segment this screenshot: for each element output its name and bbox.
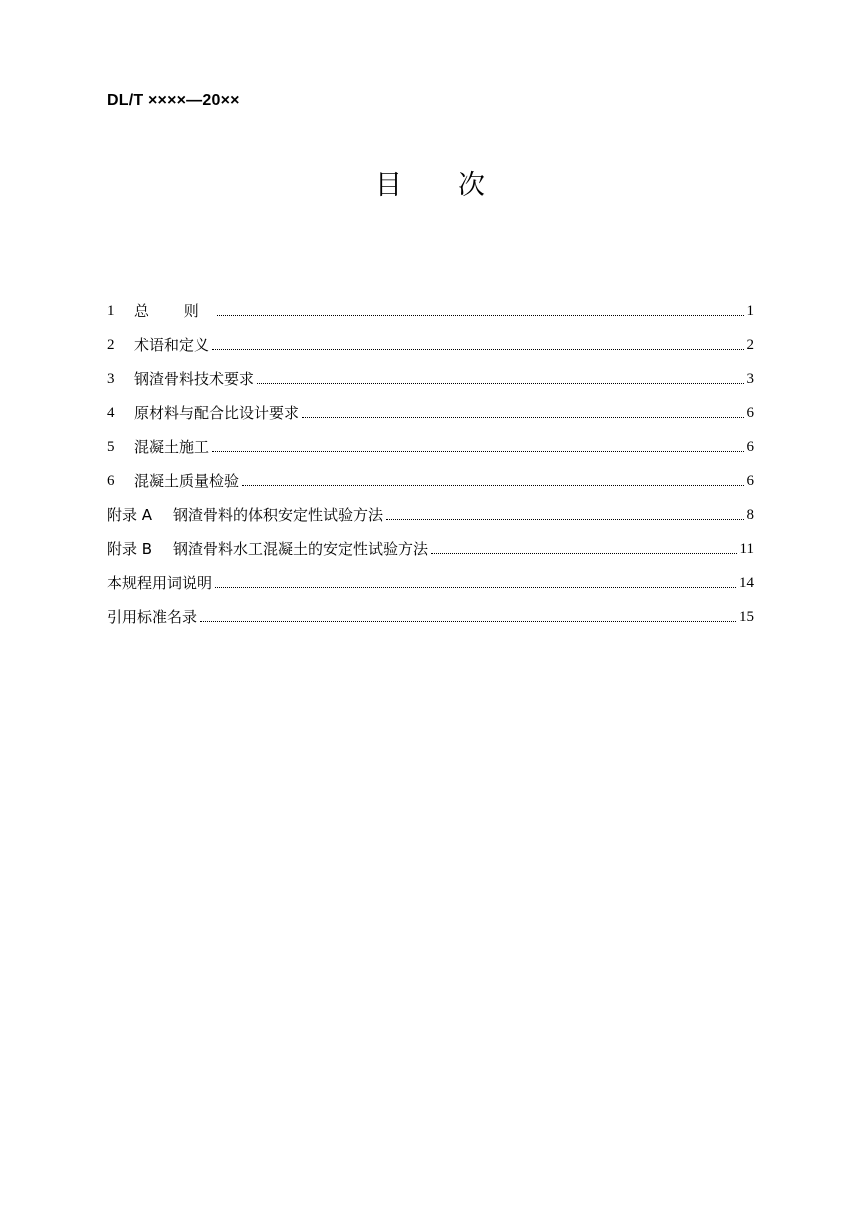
toc-entry-page: 2 [746,337,754,353]
toc-entry-number: 3 [107,371,115,387]
toc-entry-number: 6 [107,473,115,489]
toc-entry-terminology[interactable] [107,559,754,593]
toc-entry-page: 6 [746,473,754,489]
toc-entry-number: 5 [107,439,115,455]
toc-entry-title: 混凝土质量检验 [134,472,240,490]
toc-entry-3[interactable] [107,355,754,389]
toc-entry-title: 引用标准名录 [107,608,198,626]
toc-entry-appendix-b[interactable] [107,525,754,559]
toc-entry-title: 术语和定义 [134,336,210,354]
dot-leader [242,484,743,486]
toc-entry-page: 6 [746,439,754,455]
dot-leader [217,314,744,316]
dot-leader [215,586,736,588]
dot-leader [200,620,736,622]
toc-heading-char-2: 次 [458,170,485,201]
toc-entry-number: 1 [107,303,115,319]
dot-leader [257,382,743,384]
toc-entry-appendix-a[interactable] [107,491,754,525]
toc-entry-number: 2 [107,337,115,353]
toc-entry-references[interactable] [107,593,754,627]
toc-entry-title: 总 则 [134,302,214,320]
dot-leader [386,518,743,520]
document-code: DL/T ××××—20×× [107,92,240,109]
toc-entry-title: 本规程用词说明 [107,574,213,592]
table-of-contents [107,287,754,627]
toc-entry-page: 11 [739,541,754,557]
toc-entry-number: 附录 B [107,540,153,558]
toc-entry-5[interactable] [107,423,754,457]
toc-entry-1[interactable] [107,287,754,321]
toc-entry-page: 8 [746,507,754,523]
toc-entry-title: 混凝土施工 [134,438,210,456]
dot-leader [212,348,743,350]
toc-heading [0,163,860,202]
dot-leader [302,416,743,418]
dot-leader [431,552,737,554]
toc-entry-number: 4 [107,405,115,421]
toc-entry-number: 附录 A [107,506,153,524]
toc-heading-char-1: 目 [375,170,402,201]
toc-entry-title: 钢渣骨料技术要求 [134,370,255,388]
toc-entry-title: 钢渣骨料水工混凝土的安定性试验方法 [173,540,429,558]
toc-entry-title: 原材料与配合比设计要求 [134,404,300,422]
toc-entry-6[interactable] [107,457,754,491]
toc-entry-page: 6 [746,405,754,421]
dot-leader [212,450,743,452]
toc-entry-page: 15 [739,609,754,625]
toc-entry-4[interactable] [107,389,754,423]
toc-entry-page: 3 [746,371,754,387]
toc-entry-page: 1 [746,303,754,319]
toc-entry-title: 钢渣骨料的体积安定性试验方法 [173,506,384,524]
toc-entry-page: 14 [739,575,754,591]
toc-entry-2[interactable] [107,321,754,355]
